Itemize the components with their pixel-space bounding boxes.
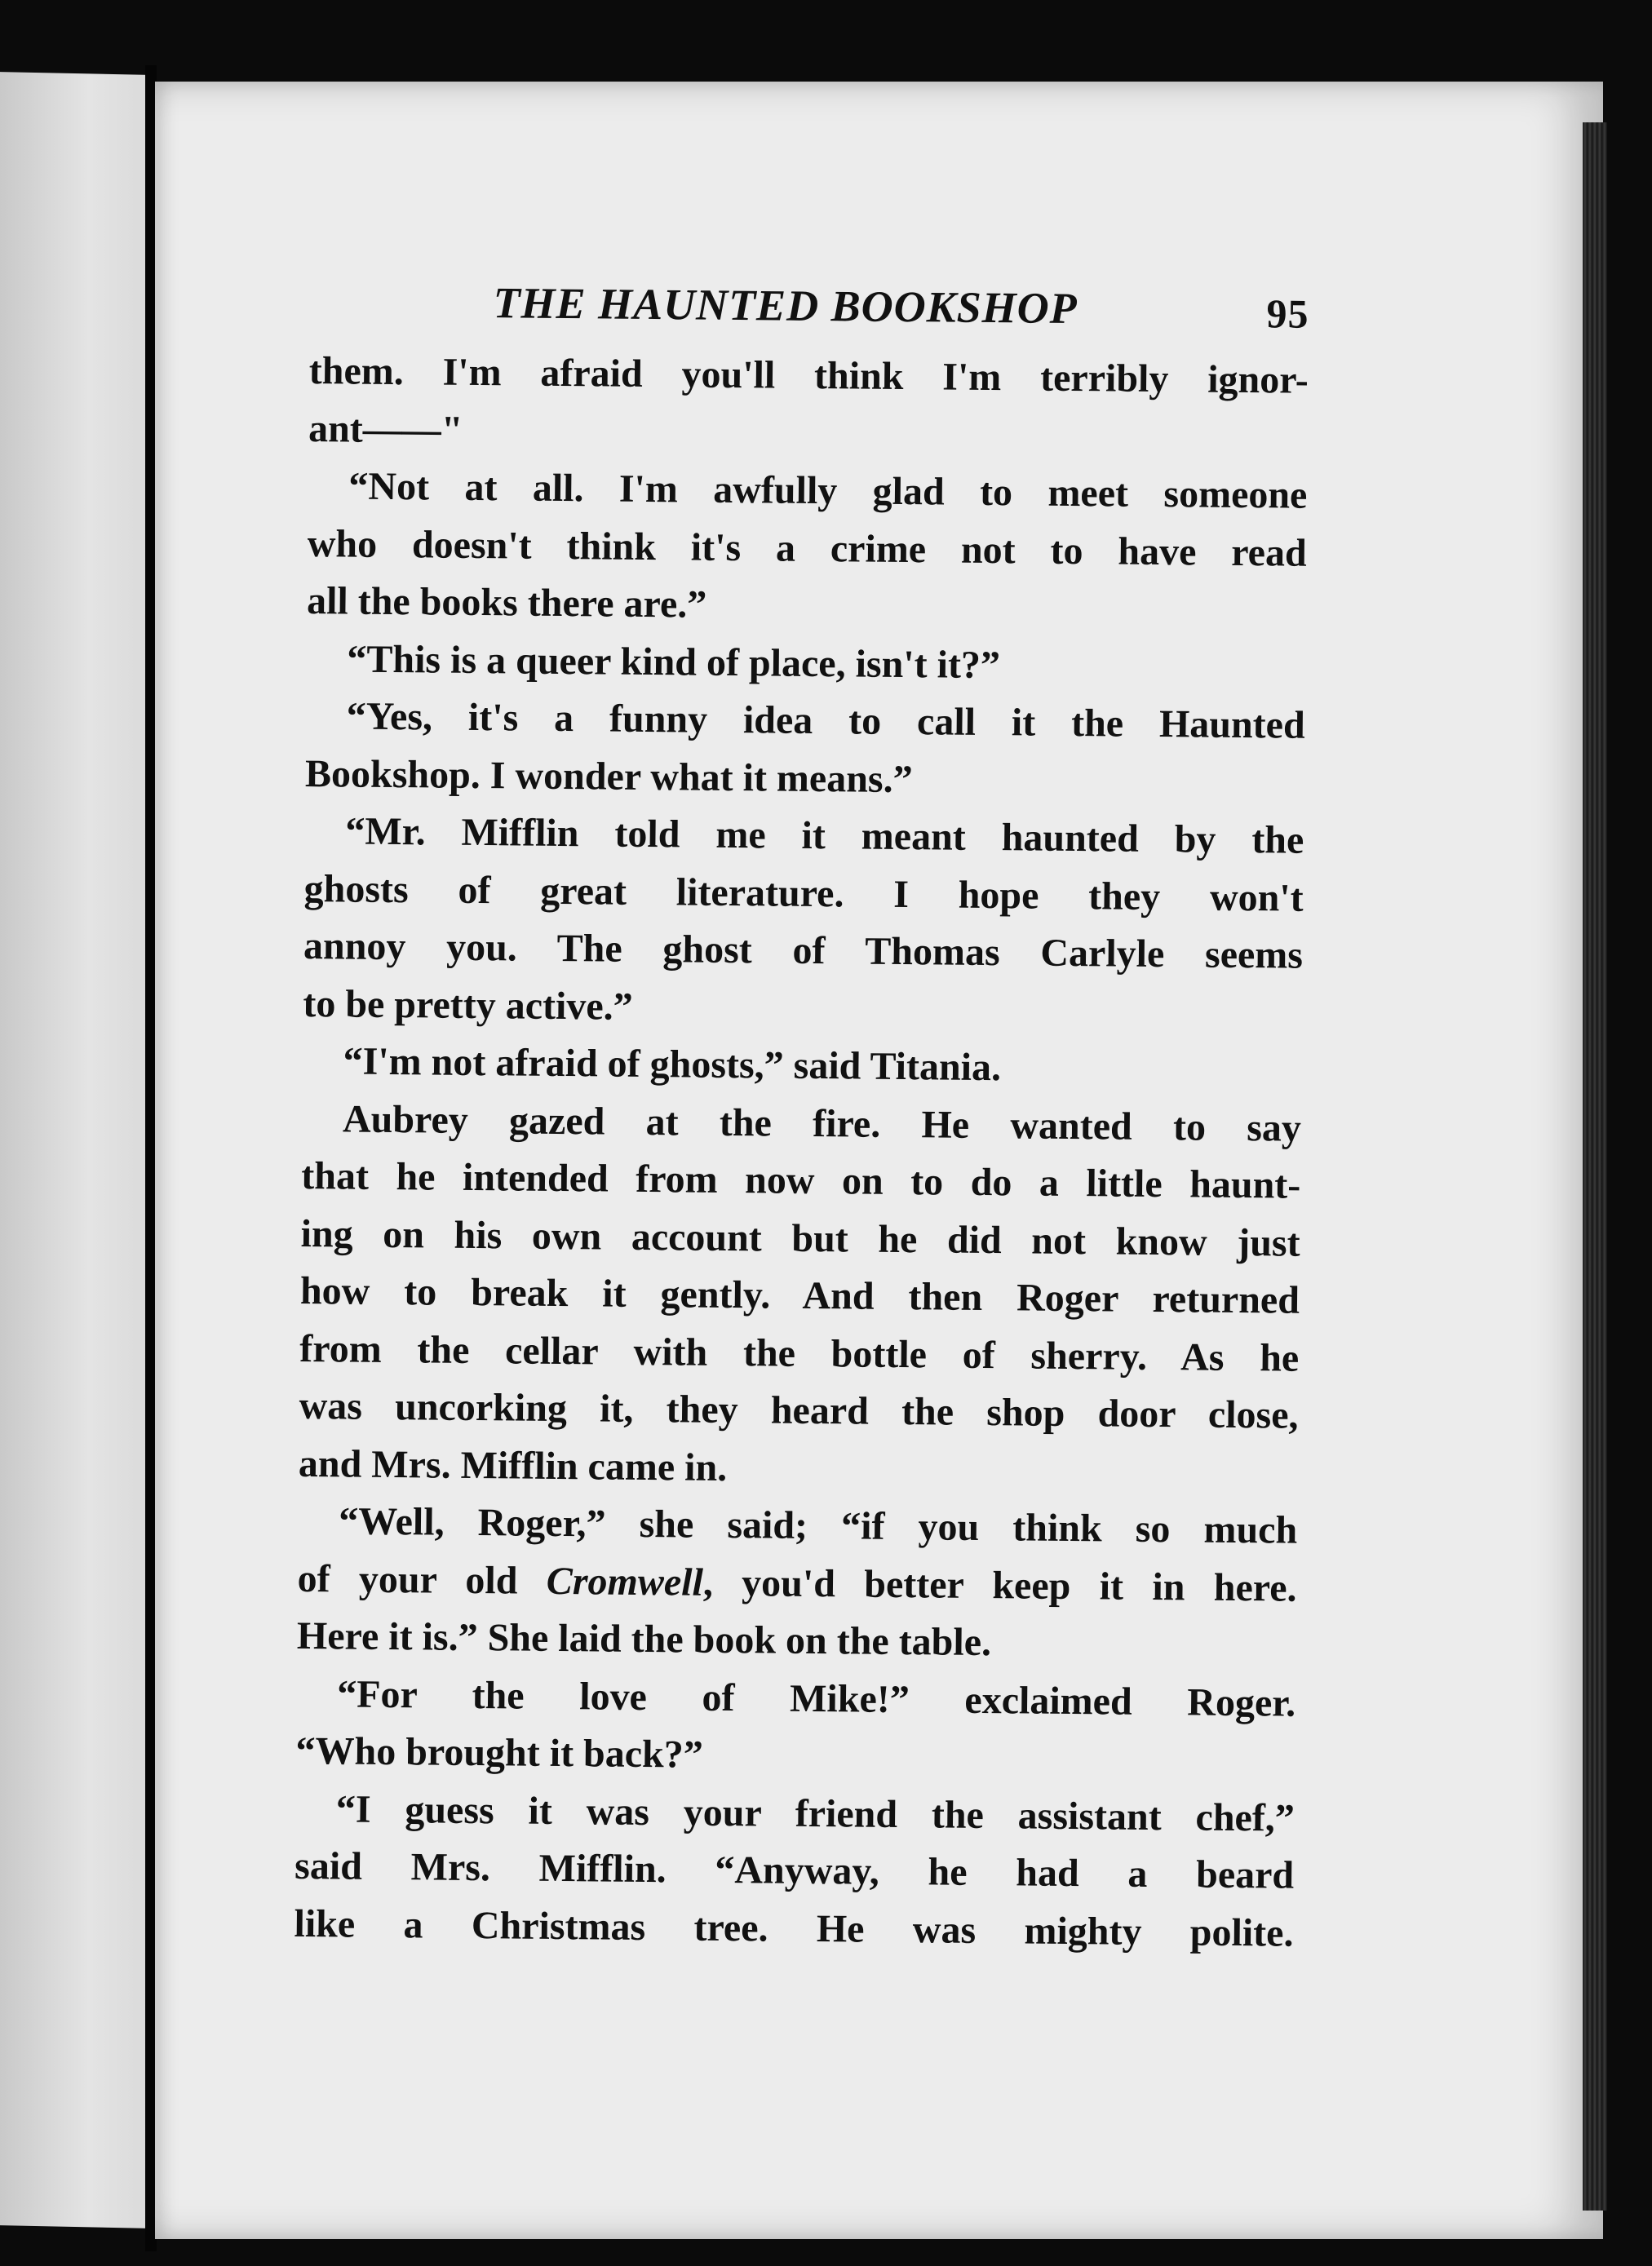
text-line: Bookshop. I wonder what it means.”: [304, 751, 913, 801]
text-line: said Mrs. Mifflin. “Anyway, he had a beard: [294, 1843, 1295, 1897]
text-line: like a Christmas tree. He was mighty polite.: [294, 1901, 1294, 1955]
page-text-block: [294, 269, 1309, 1963]
page-stack-edge: [1583, 122, 1607, 2211]
text-line: “Who brought it back?”: [295, 1728, 704, 1777]
text-line: ghosts of great literature. I hope they won't: [303, 866, 1304, 920]
text-line: from the cellar with the bottle of sherry. As he: [299, 1326, 1300, 1380]
text-line: to be pretty active.”: [303, 981, 633, 1029]
body-text: [294, 343, 1309, 1963]
text-line: “Not at all. I'm awfully glad to meet someone: [348, 464, 1308, 517]
text-line: Aubrey gazed at the fire. He wanted to say: [342, 1096, 1302, 1150]
text-line: “Mr. Mifflin told me it meant haunted by the: [345, 809, 1304, 862]
text-line: them. I'm afraid you'll think I'm terribly ignor-: [308, 348, 1309, 402]
text-line: “Yes, it's a funny idea to call it the Haunted: [346, 694, 1305, 747]
text-line: was uncorking it, they heard the shop door close,: [299, 1383, 1299, 1437]
text-line: that he intended from now on to do a little haunt-: [301, 1153, 1301, 1207]
text-line: and Mrs. Mifflin came in.: [298, 1441, 728, 1489]
text-line: “This is a queer kind of place, isn't it?”: [347, 636, 1001, 687]
text-line: how to break it gently. And then Roger returned: [299, 1268, 1300, 1322]
text-line: annoy you. The ghost of Thomas Carlyle seems: [303, 923, 1304, 977]
text-line: “I'm not afraid of ghosts,” said Titania.: [343, 1039, 1002, 1090]
facing-page-edge: [0, 72, 148, 2228]
text-line: “For the love of Mike!” exclaimed Roger.: [336, 1671, 1296, 1725]
text-line: all the books there are.”: [306, 578, 707, 626]
italic-title: Cromwell: [546, 1559, 704, 1604]
text-line: “I guess it was your friend the assistant chef,”: [335, 1786, 1295, 1840]
text-line: ant——": [308, 406, 463, 452]
text-line: “Well, Roger,” she said; “if you think so much: [339, 1499, 1298, 1552]
text-line: of your old Cromwell, you'd better keep it in here.: [297, 1556, 1297, 1610]
running-title: THE HAUNTED BOOKSHOP: [493, 278, 1078, 334]
text-line: Here it is.” She laid the book on the table.: [296, 1613, 992, 1665]
text-line: who doesn't think it's a crime not to have read: [307, 521, 1307, 575]
text-line: ing on his own account but he did not know just: [300, 1211, 1300, 1265]
page-number: 95: [1266, 290, 1309, 337]
running-header: [309, 269, 1309, 352]
